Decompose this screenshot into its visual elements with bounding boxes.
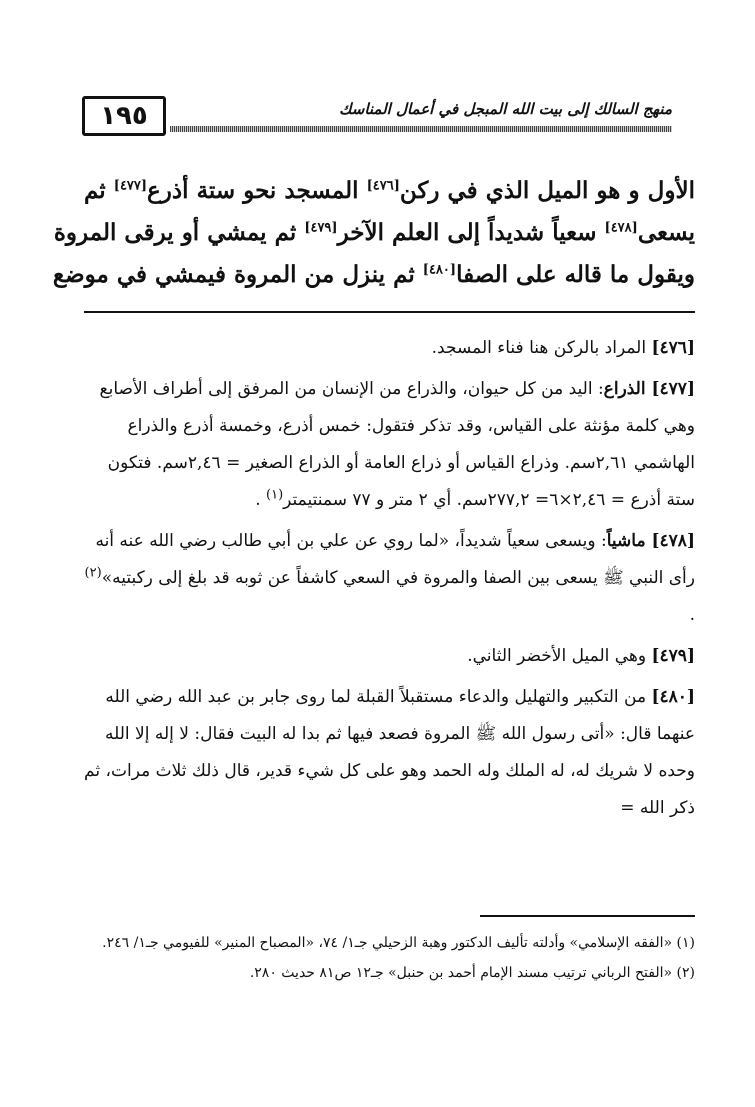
main-line-3: ويقول ما قاله على الصفا[٤٨٠] ثم ينزل من المروة فيمشي في موضع (52, 261, 695, 288)
footnote-ref-1: (١) (266, 487, 284, 503)
note-478: [٤٧٨] ماشياً: ويسعى سعياً شديداً، «لما روي عن علي بن أبي طالب رضي الله عنه أنه رأى النبي ﷺ يسعى بين الصفا والمروة في السعي كاشفاً عن ثوبه قد بلغ إلى ركبتيه»$^{(٢)}$ . (84, 531, 695, 625)
ref-478: [٤٧٨] (604, 220, 638, 236)
footnotes-section (80, 928, 695, 988)
note-476: [٤٧٦] المراد بالركن هنا فناء المسجد. (431, 338, 695, 358)
footnote-1: (١) «الفقه الإسلامي» وأدلته تأليف الدكتور وهبة الزحيلي جـ١/ ٧٤، «المصباح المنير» للفيومي جـ١/ ٢٤٦. (102, 935, 695, 951)
page-number: ١٩٥ (82, 96, 166, 136)
main-line-1: الأول و هو الميل الذي في ركن[٤٧٦] المسجد نحو ستة أذرع[٤٧٧] ثم (84, 177, 695, 204)
page-header (82, 96, 672, 140)
footnote-2: (٢) «الفتح الرباني ترتيب مسند الإمام أحمد بن حنبل» جـ١٢ ص٨١ حديث ٢٨٠. (249, 965, 695, 981)
running-title: منهج السالك إلى بيت الله المبجل في أعمال المناسك (339, 100, 672, 118)
note-480: [٤٨٠] من التكبير والتهليل والدعاء مستقبلاً القبلة لما روى جابر بن عبد الله رضي الله عنهما قال: «أتى رسول الله ﷺ المروة فصعد فيها ثم بدا له البيت فقال: لا إله إلا الله وحده لا شريك له، له الملك وله الحمد وهو على كل شيء قدير، قال ذلك ثلاث مرات، ثم ذكر الله = (84, 687, 695, 818)
note-477: [٤٧٧] الذراع: اليد من كل حيوان، والذراع من الإنسان من المرفق إلى أطراف الأصابع وهي كلمة مؤنثة على القياس، وقد تذكر فتقول: خمس أذرع، وخمسة أذرع والذراع الهاشمي ٢,٦١سم. وذراع القياس أو ذراع العامة أو الذراع الصغير = ٢,٤٦سم. فتكون ستة أذرع = ٢,٤٦×٦= ٢٧٧,٢سم. أي ٢ متر و ٧٧ سمنتيمتر$^{(١)}$ . (99, 379, 695, 510)
ref-480: [٤٨٠] (422, 262, 457, 278)
ref-479: [٤٧٩] (304, 220, 338, 236)
notes-section (80, 330, 695, 831)
footnote-rule (480, 915, 695, 917)
note-479: [٤٧٩] وهي الميل الأخضر الثاني. (467, 646, 695, 666)
header-rule (170, 126, 672, 132)
main-line-2: يسعى[٤٧٨] سعياً شديداً إلى العلم الآخر[٤٧٩] ثم يمشي أو يرقى المروة (53, 219, 695, 246)
footnote-ref-2: (٢) (84, 565, 102, 581)
ref-476: [٤٧٦] (366, 178, 400, 194)
main-text (52, 170, 695, 296)
main-text-rule (84, 311, 695, 313)
ref-477: [٤٧٧] (113, 178, 148, 194)
